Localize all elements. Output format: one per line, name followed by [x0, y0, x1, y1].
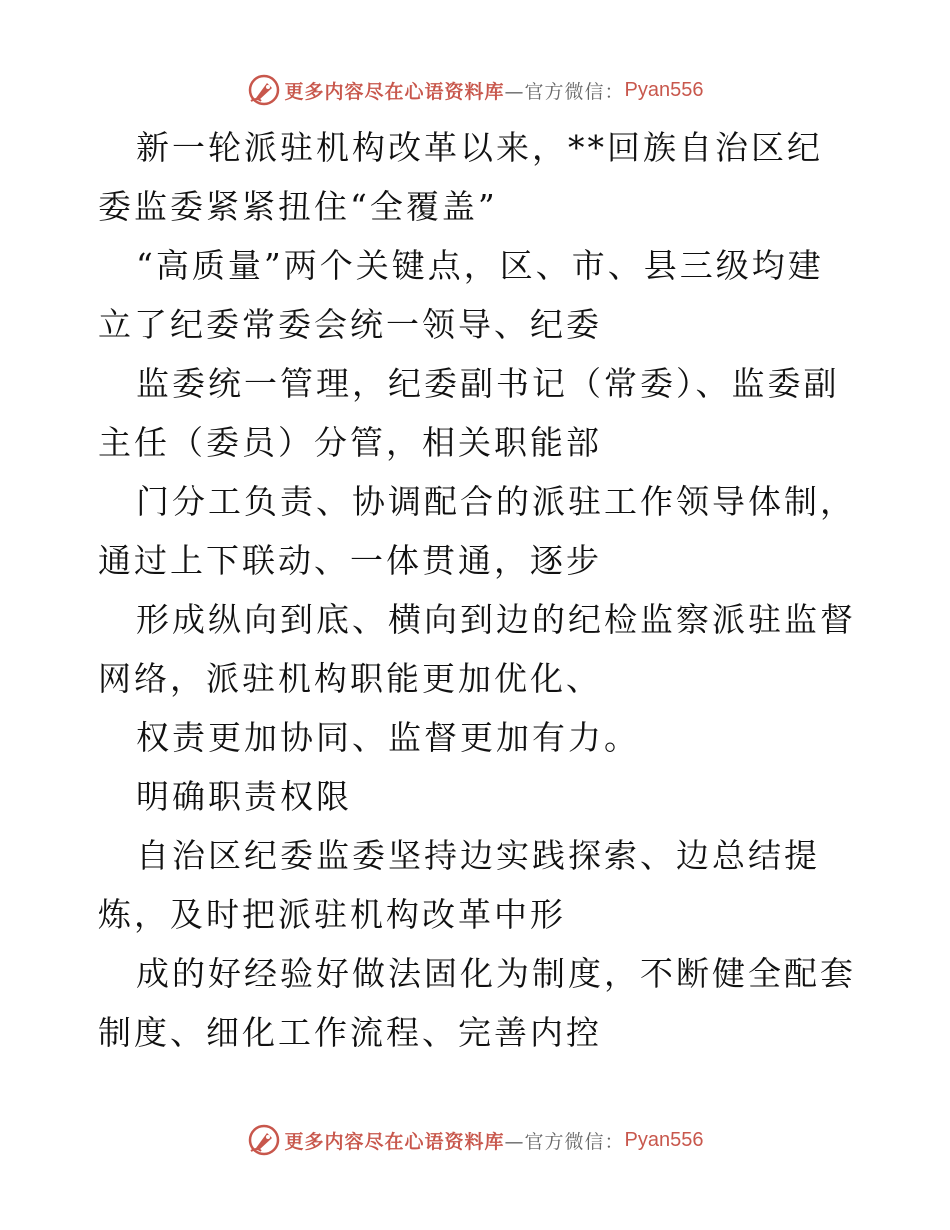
- banner-text-sep: —官方微信：: [504, 1130, 625, 1153]
- paragraph: 权责更加协同、监督更加有力。: [136, 718, 640, 757]
- paragraph: 形成纵向到底、横向到边的纪检监察派驻监督网络，派驻机构职能更加优化、: [98, 600, 856, 698]
- banner-text-sep: —官方微信：: [504, 80, 625, 103]
- footer-banner: [0, 1120, 950, 1160]
- banner-text-main: 更多内容尽在心语资料库: [284, 80, 505, 103]
- paragraph: “高质量”两个关键点，区、市、县三级均建立了纪委常委会统一领导、纪委: [98, 246, 824, 344]
- pen-nib-logo-icon: [247, 73, 281, 107]
- banner-text-id: Pyan556: [624, 78, 704, 101]
- paragraph: 自治区纪委监委坚持边实践探索、边总结提炼，及时把派驻机构改革中形: [98, 836, 820, 934]
- header-banner: [0, 70, 950, 110]
- banner-text-main: 更多内容尽在心语资料库: [284, 1130, 505, 1153]
- paragraph: 监委统一管理，纪委副书记（常委）、监委副主任（委员）分管，相关职能部: [98, 364, 840, 462]
- paragraph: 门分工负责、协调配合的派驻工作领导体制，通过上下联动、一体贯通，逐步: [98, 482, 856, 580]
- paragraph: 新一轮派驻机构改革以来，**回族自治区纪委监委紧紧扭住“全覆盖”: [98, 128, 823, 226]
- pen-nib-logo-icon: [247, 1123, 281, 1157]
- paragraph: 成的好经验好做法固化为制度，不断健全配套制度、细化工作流程、完善内控: [98, 954, 856, 1052]
- banner-text-id: Pyan556: [624, 1128, 704, 1151]
- document-body: [98, 118, 858, 1062]
- section-heading: 明确职责权限: [136, 777, 352, 816]
